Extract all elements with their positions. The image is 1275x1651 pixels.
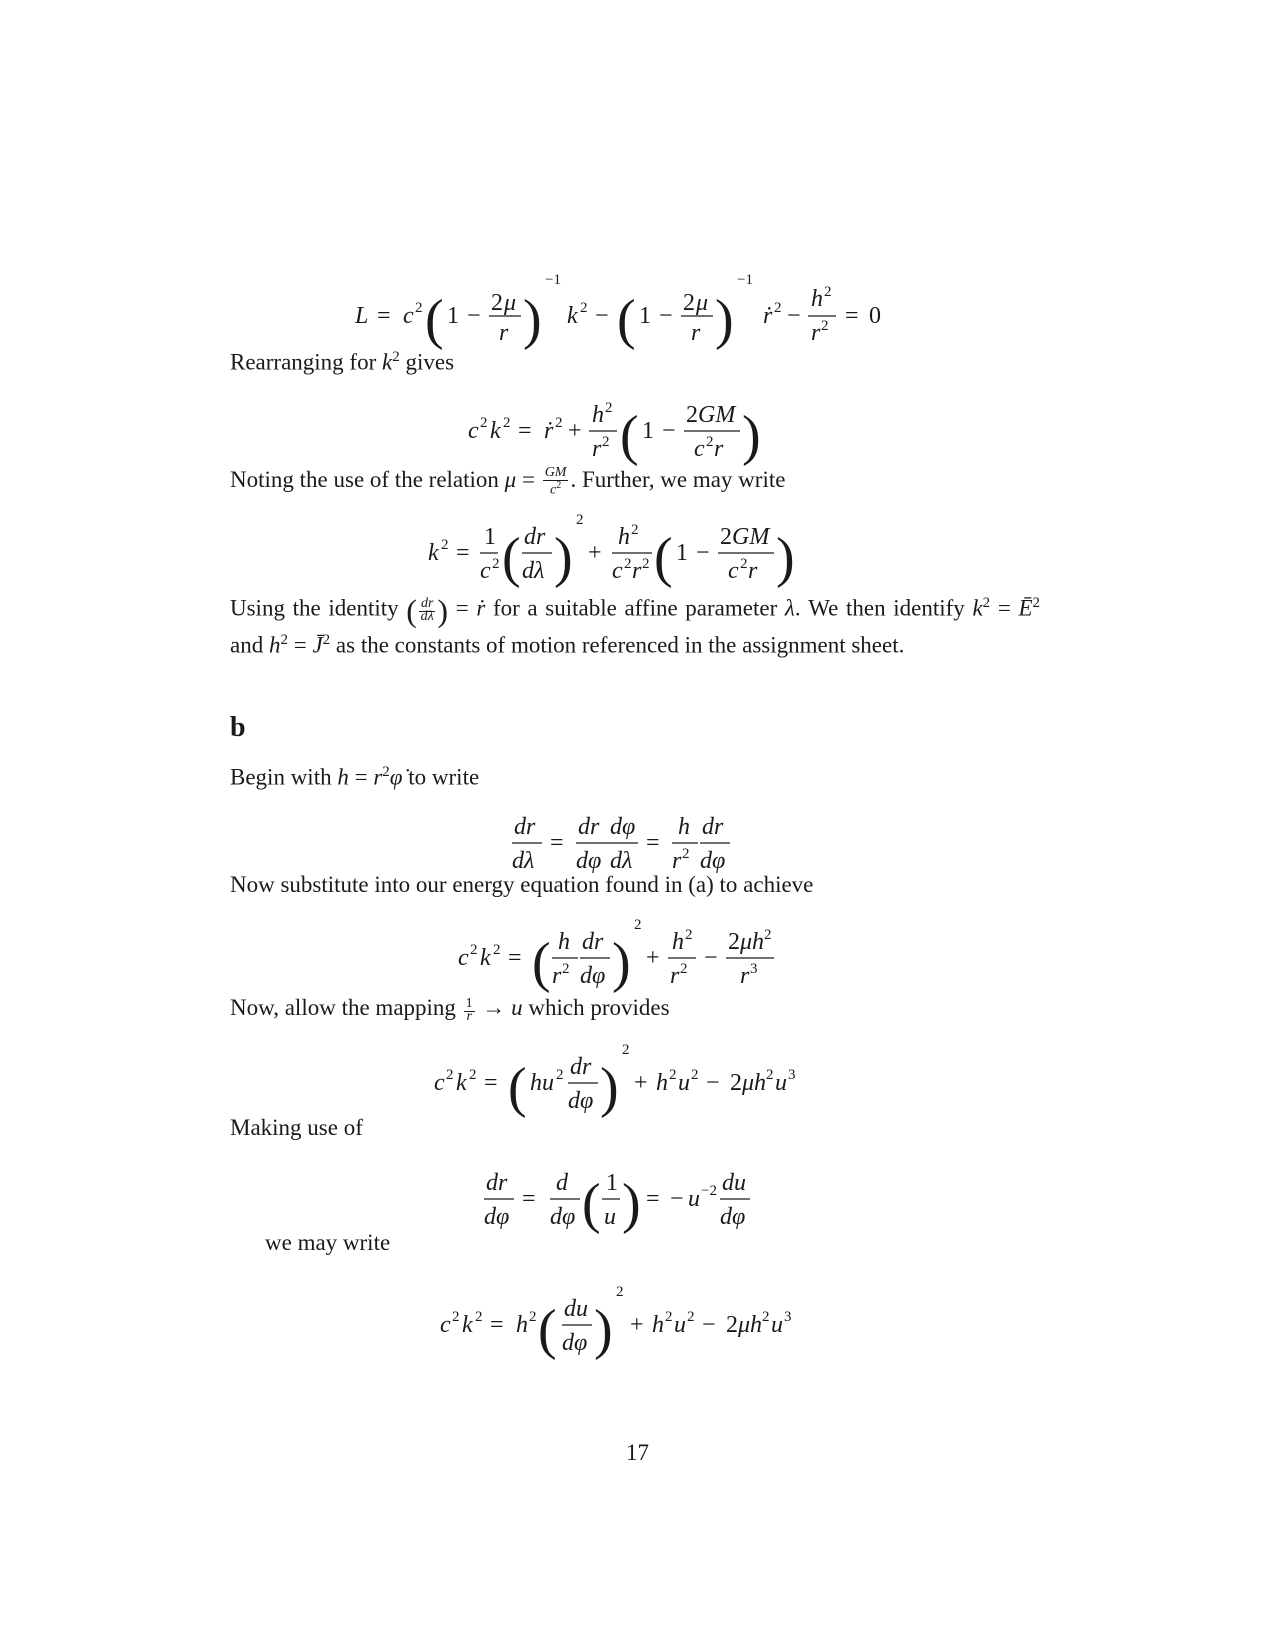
svg-text:): ) xyxy=(523,289,542,351)
svg-text:GM: GM xyxy=(698,402,736,428)
svg-text:k: k xyxy=(490,418,501,444)
text-affine: for a suitable affine parameter xyxy=(492,595,778,621)
text-substitute: Now substitute into our energy equation found in (a) to achieve xyxy=(230,872,814,897)
svg-text:2: 2 xyxy=(529,1309,537,1325)
svg-text:2: 2 xyxy=(687,1309,695,1325)
svg-text:2: 2 xyxy=(726,1312,738,1338)
svg-text:c: c xyxy=(440,1312,451,1338)
svg-text:2: 2 xyxy=(616,1284,624,1300)
svg-text:k: k xyxy=(567,303,578,329)
svg-text:=: = xyxy=(522,1186,536,1212)
svg-text:2: 2 xyxy=(720,524,732,550)
svg-text:dr: dr xyxy=(524,524,546,550)
svg-text:2: 2 xyxy=(580,300,588,316)
text-we-then: . We then identify xyxy=(794,595,965,621)
svg-text:3: 3 xyxy=(784,1309,792,1325)
svg-text:hu: hu xyxy=(530,1070,554,1096)
svg-text:2: 2 xyxy=(728,929,740,955)
text-rearranging: Rearranging for xyxy=(230,349,377,375)
svg-text:2: 2 xyxy=(686,402,698,428)
svg-text:2: 2 xyxy=(691,1067,699,1083)
svg-text:2: 2 xyxy=(555,415,563,431)
svg-text:dφ: dφ xyxy=(580,963,606,989)
svg-text:ṙ: ṙ xyxy=(763,303,773,329)
svg-text:h: h xyxy=(678,814,690,840)
svg-text:2: 2 xyxy=(415,300,423,316)
svg-text:−: − xyxy=(670,1186,684,1212)
svg-text:0: 0 xyxy=(869,303,881,329)
svg-text:(: ( xyxy=(425,289,444,351)
paragraph-noting: Noting the use of the relation μ = GM $c^2$ . Further, we may write xyxy=(230,465,786,499)
svg-text:=: = xyxy=(550,830,564,856)
svg-text:−: − xyxy=(787,303,801,329)
svg-text:GM: GM xyxy=(732,524,770,550)
svg-text:): ) xyxy=(622,1173,641,1235)
text-noting: Noting the use of the relation xyxy=(230,467,499,492)
svg-text:dφ: dφ xyxy=(700,848,726,874)
svg-text:2: 2 xyxy=(492,556,500,572)
svg-text:): ) xyxy=(554,527,573,589)
svg-text:c: c xyxy=(434,1070,445,1096)
svg-text:=: = xyxy=(456,540,470,566)
svg-text:dr: dr xyxy=(514,814,536,840)
svg-text:ṙ: ṙ xyxy=(544,418,554,444)
paragraph-identity: Using the identity ( $\frac{dr}{d\lambda}$) = ṙ for a suitable affine parameter λ. We then identify $k^2$ = $Ē^2$ and $h^2$ = J̄$^2$ as the constants of motion referenced in the assignment sheet. xyxy=(230,592,1041,659)
equation-chain-rule xyxy=(512,800,752,880)
svg-text:h: h xyxy=(811,286,823,312)
svg-text:2: 2 xyxy=(821,318,829,334)
svg-text:−1: −1 xyxy=(545,272,561,288)
svg-text:dr: dr xyxy=(486,1170,508,1196)
svg-text:k: k xyxy=(462,1312,473,1338)
svg-text:dφ: dφ xyxy=(484,1204,510,1230)
paragraph-rearranging: Rearranging for $k^2$ gives xyxy=(230,349,455,375)
svg-text:h: h xyxy=(592,402,604,428)
svg-text:r: r xyxy=(691,320,701,346)
svg-text:−: − xyxy=(595,303,609,329)
svg-text:+: + xyxy=(634,1070,648,1096)
svg-text:2: 2 xyxy=(475,1309,483,1325)
text-allow-mapping: Now, allow the mapping xyxy=(230,995,456,1020)
svg-text:1: 1 xyxy=(447,303,459,329)
svg-text:−: − xyxy=(696,540,710,566)
svg-text:r: r xyxy=(670,963,680,989)
svg-text:2: 2 xyxy=(665,1309,673,1325)
equation-energy-u-2 xyxy=(440,1282,800,1367)
svg-text:2: 2 xyxy=(622,1042,630,1058)
text-making-use: Making use of xyxy=(230,1115,363,1140)
svg-text:dr: dr xyxy=(702,814,724,840)
svg-text:h: h xyxy=(516,1312,528,1338)
text-gives: gives xyxy=(405,349,455,375)
section-heading-b: b xyxy=(230,712,246,743)
equation-k-squared xyxy=(428,510,828,600)
svg-text:=: = xyxy=(646,830,660,856)
svg-text:r: r xyxy=(592,436,602,462)
svg-text:2: 2 xyxy=(469,1067,477,1083)
equation-energy-2 xyxy=(458,915,778,1000)
svg-text:c: c xyxy=(694,436,705,462)
svg-text:dr: dr xyxy=(570,1054,592,1080)
svg-text:2: 2 xyxy=(642,556,650,572)
svg-text:=: = xyxy=(508,945,522,971)
svg-text:2: 2 xyxy=(685,927,693,943)
svg-text:2: 2 xyxy=(602,434,610,450)
svg-text:2: 2 xyxy=(764,927,772,943)
svg-text:=: = xyxy=(484,1070,498,1096)
svg-text:dλ: dλ xyxy=(522,558,545,584)
svg-text:2: 2 xyxy=(605,400,613,416)
svg-text:=: = xyxy=(845,303,859,329)
svg-text:(: ( xyxy=(654,527,673,589)
svg-text:r: r xyxy=(552,963,562,989)
svg-text:(: ( xyxy=(538,1299,557,1361)
svg-text:k: k xyxy=(480,945,491,971)
svg-text:2: 2 xyxy=(680,961,688,977)
svg-text:μh: μh xyxy=(738,1312,763,1338)
svg-text:c: c xyxy=(403,303,414,329)
svg-text:−: − xyxy=(659,303,673,329)
svg-text:2: 2 xyxy=(624,556,632,572)
svg-text:+: + xyxy=(646,945,660,971)
svg-text:): ) xyxy=(612,932,631,994)
svg-text:r: r xyxy=(740,963,750,989)
svg-text:2: 2 xyxy=(669,1067,677,1083)
svg-text:du: du xyxy=(722,1170,746,1196)
svg-text:μ: μ xyxy=(696,290,709,316)
text-using-identity: Using the identity xyxy=(230,595,399,621)
equation-energy-1 xyxy=(468,390,768,470)
svg-text:c: c xyxy=(458,945,469,971)
svg-text:2: 2 xyxy=(774,300,782,316)
svg-text:dr: dr xyxy=(582,929,604,955)
svg-text:=: = xyxy=(490,1312,504,1338)
svg-text:dφ: dφ xyxy=(568,1088,594,1114)
svg-text:r: r xyxy=(499,320,509,346)
paragraph-begin: Begin with $h = r^2\varphi̇$ to write xyxy=(230,764,480,790)
svg-text:2: 2 xyxy=(562,961,570,977)
svg-text:r: r xyxy=(632,558,642,584)
svg-text:=: = xyxy=(377,303,391,329)
svg-text:): ) xyxy=(594,1299,613,1361)
page-number: 17 xyxy=(626,1440,649,1465)
svg-text:h: h xyxy=(672,929,684,955)
svg-text:u: u xyxy=(604,1204,616,1230)
svg-text:c: c xyxy=(468,418,479,444)
svg-text:r: r xyxy=(811,320,821,346)
svg-text:2: 2 xyxy=(682,846,690,862)
svg-text:−1: −1 xyxy=(737,272,753,288)
svg-text:−: − xyxy=(706,1070,720,1096)
svg-text:(: ( xyxy=(508,1057,527,1119)
svg-text:=: = xyxy=(646,1186,660,1212)
svg-text:2: 2 xyxy=(493,942,501,958)
svg-text:dr: dr xyxy=(578,814,600,840)
text-begin-with: Begin with xyxy=(230,764,332,790)
svg-text:c: c xyxy=(728,558,739,584)
svg-text:dφ: dφ xyxy=(550,1204,576,1230)
svg-text:3: 3 xyxy=(750,961,758,977)
svg-text:2: 2 xyxy=(631,522,639,538)
svg-text:1: 1 xyxy=(676,540,688,566)
svg-text:u: u xyxy=(775,1070,787,1096)
svg-text:c: c xyxy=(480,558,491,584)
svg-text:2: 2 xyxy=(730,1070,742,1096)
paragraph-substitute xyxy=(230,870,1040,900)
svg-text:μ: μ xyxy=(504,290,517,316)
svg-text:dφ: dφ xyxy=(576,848,602,874)
svg-text:): ) xyxy=(600,1057,619,1119)
svg-text:−: − xyxy=(702,1312,716,1338)
svg-text:+: + xyxy=(568,418,582,444)
svg-text:r: r xyxy=(714,436,724,462)
text-we-may-write: we may write xyxy=(265,1230,391,1255)
svg-text:2: 2 xyxy=(683,290,695,316)
svg-text:d: d xyxy=(556,1170,568,1196)
svg-text:dφ: dφ xyxy=(610,814,636,840)
svg-text:r: r xyxy=(748,558,758,584)
svg-text:h: h xyxy=(652,1312,664,1338)
svg-text:(: ( xyxy=(532,932,551,994)
text-further: . Further, we may write xyxy=(570,467,786,492)
svg-text:u: u xyxy=(688,1186,700,1212)
svg-text:2: 2 xyxy=(766,1067,774,1083)
svg-text:−: − xyxy=(467,303,481,329)
svg-text:−2: −2 xyxy=(701,1183,717,1199)
svg-text:2: 2 xyxy=(503,415,511,431)
svg-text:L: L xyxy=(355,303,369,329)
svg-text:2: 2 xyxy=(556,1067,564,1083)
svg-text:1: 1 xyxy=(639,303,651,329)
svg-text:dλ: dλ xyxy=(610,848,633,874)
svg-text:μh: μh xyxy=(740,929,765,955)
svg-text:2: 2 xyxy=(446,1067,454,1083)
svg-text:1: 1 xyxy=(606,1170,618,1196)
svg-text:u: u xyxy=(771,1312,783,1338)
svg-text:u: u xyxy=(674,1312,686,1338)
svg-text:): ) xyxy=(776,527,795,589)
svg-text:+: + xyxy=(630,1312,644,1338)
svg-text:h: h xyxy=(558,929,570,955)
svg-text:u: u xyxy=(678,1070,690,1096)
svg-text:2: 2 xyxy=(824,284,832,300)
svg-text:2: 2 xyxy=(706,434,714,450)
svg-text:2: 2 xyxy=(441,537,449,553)
svg-text:2: 2 xyxy=(634,917,642,933)
svg-text:dφ: dφ xyxy=(720,1204,746,1230)
svg-text:=: = xyxy=(518,418,532,444)
svg-text:2: 2 xyxy=(576,512,584,528)
paragraph-making-use xyxy=(230,1113,1040,1143)
svg-text:+: + xyxy=(588,540,602,566)
text-which-provides: which provides xyxy=(528,995,670,1020)
text-to-write: to write xyxy=(408,764,480,790)
svg-text:): ) xyxy=(742,405,761,467)
text-and: and xyxy=(230,633,264,659)
svg-text:−: − xyxy=(704,945,718,971)
svg-text:(: ( xyxy=(582,1173,601,1235)
svg-text:c: c xyxy=(612,558,623,584)
svg-text:2: 2 xyxy=(452,1309,460,1325)
svg-text:2: 2 xyxy=(491,290,503,316)
svg-text:μh: μh xyxy=(742,1070,767,1096)
svg-text:k: k xyxy=(456,1070,467,1096)
svg-text:): ) xyxy=(715,289,734,351)
svg-text:du: du xyxy=(564,1296,588,1322)
paragraph-we-may-write xyxy=(265,1228,765,1258)
svg-text:h: h xyxy=(618,524,630,550)
svg-text:3: 3 xyxy=(788,1067,796,1083)
svg-text:2: 2 xyxy=(480,415,488,431)
svg-text:dλ: dλ xyxy=(512,848,535,874)
text-constants: as the constants of motion referenced in the assignment sheet. xyxy=(335,633,905,659)
svg-text:2: 2 xyxy=(762,1309,770,1325)
paragraph-mapping: Now, allow the mapping $\frac{1}{r} \to u$ which provides xyxy=(230,995,670,1024)
svg-text:1: 1 xyxy=(484,524,496,550)
svg-text:r: r xyxy=(672,848,682,874)
svg-text:h: h xyxy=(656,1070,668,1096)
svg-text:k: k xyxy=(428,540,439,566)
svg-text:(: ( xyxy=(617,289,636,351)
svg-text:(: ( xyxy=(620,405,639,467)
svg-text:1: 1 xyxy=(642,418,654,444)
svg-text:dφ: dφ xyxy=(562,1330,588,1356)
svg-text:(: ( xyxy=(502,527,521,589)
svg-text:2: 2 xyxy=(740,556,748,572)
svg-text:−: − xyxy=(662,418,676,444)
svg-text:2: 2 xyxy=(470,942,478,958)
